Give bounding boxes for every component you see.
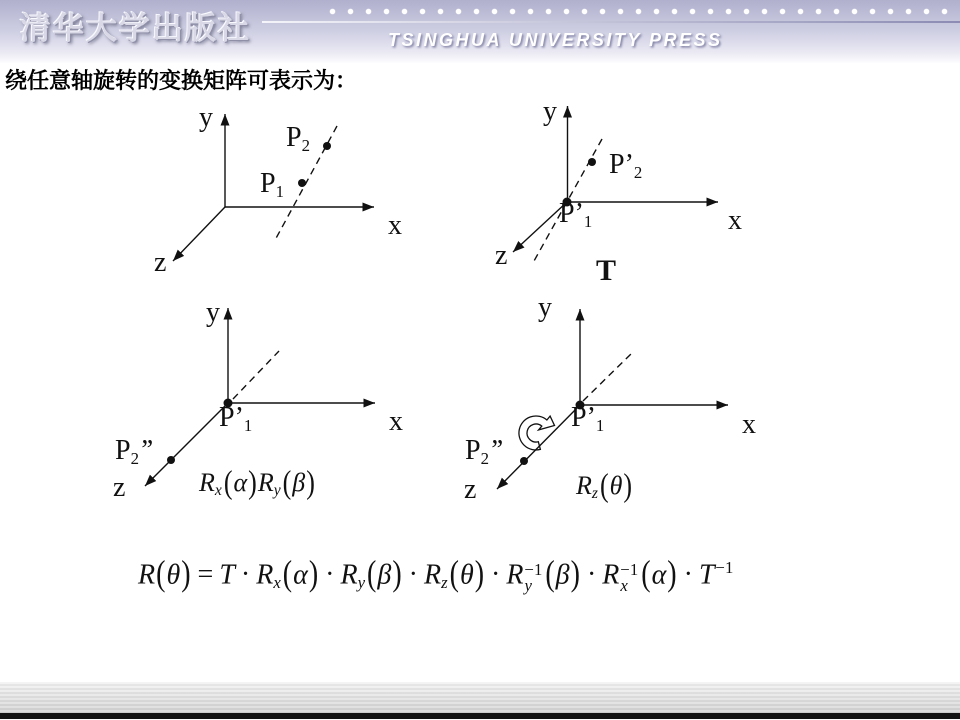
point-label-p1-prime: P’1	[571, 402, 605, 435]
point-label-p1-prime: P’1	[559, 198, 593, 231]
slide-title: 绕任意轴旋转的变换矩阵可表示为：	[5, 68, 358, 93]
press-logo-cn: 清华大学出版社	[20, 11, 251, 46]
point-dot-p1	[298, 179, 306, 187]
point-label-p2: P2	[286, 122, 310, 155]
point-label-p2-prime: P’2	[609, 149, 643, 182]
axis-label-x: x	[742, 409, 756, 440]
point-dot-p2	[588, 158, 596, 166]
main-equation: R(θ) = T · Rx(α) · Ry(β) · Rz(θ) · R −1 y (β) · R −1 x $(\alpha) \cdot T^{-1}$	[138, 555, 734, 595]
point-dot-p2	[520, 457, 528, 465]
axis-label-z: z	[495, 240, 508, 271]
rotation-arrow-icon	[519, 416, 555, 450]
footer-bottom-bar	[0, 713, 960, 719]
axis-label-x: x	[728, 205, 742, 236]
axis-label-z: z	[464, 474, 477, 505]
rotation-axis-dashed-line	[233, 351, 279, 399]
axis-label-x: x	[389, 406, 403, 437]
point-dot-p2	[167, 456, 175, 464]
point-label-p1: P1	[260, 168, 284, 201]
rotation-axis-dashed-line	[583, 352, 633, 401]
formula-rz: Rz(θ)	[576, 466, 633, 504]
axis-label-y: y	[543, 96, 557, 127]
axis-label-z: z	[113, 472, 126, 503]
axis-label-z: z	[154, 247, 167, 278]
z-axis-line	[173, 207, 225, 261]
diagram-3-axis-aligned	[145, 308, 375, 486]
translation-label-t: T	[596, 254, 617, 287]
press-name-en: TSINGHUA UNIVERSITY PRESS	[388, 30, 723, 50]
diagram-4-rotate-about-z	[497, 309, 728, 489]
point-label-p2-doubleprime: P2’’	[115, 435, 153, 468]
axis-label-y: y	[199, 102, 213, 133]
point-label-p1-prime: P’1	[219, 402, 253, 435]
formula-rx-ry: Rx(α)Ry(β)	[199, 463, 315, 501]
axis-label-y: y	[206, 297, 220, 328]
axis-label-y: y	[538, 292, 552, 323]
diagram-2-after-translation	[513, 106, 718, 261]
point-dot-p2	[323, 142, 331, 150]
footer-stripes	[0, 682, 960, 713]
axis-label-x: x	[388, 210, 402, 241]
point-label-p2-doubleprime: P2’’	[465, 435, 503, 468]
